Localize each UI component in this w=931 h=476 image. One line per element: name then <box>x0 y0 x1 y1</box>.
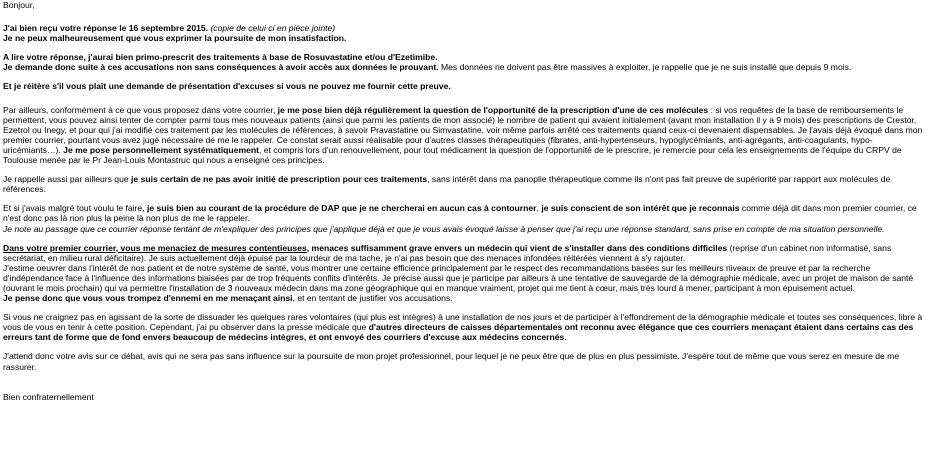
bold-text: , menaces suffisamment grave envers un médecin qui vient de s'installer dans des conditions difficiles <box>306 242 728 253</box>
text: , sans intérêt dans ma panoplie thérapeutique comme ils n'ont pas fait preuve de supériorité par rapport aux molécules de références. <box>3 174 891 195</box>
text: . <box>564 332 567 343</box>
paragraph-primo-prescription <box>3 52 928 62</box>
bold-text: Et je réitère s'il vous plaît une demande de présentation d'excuses si vous ne pouvez me fournir cette preuve. <box>3 81 451 92</box>
text: Par ailleurs, conformément à ce que vous proposez dans votre courrier, <box>3 104 278 115</box>
paragraph-efficiency <box>3 263 928 293</box>
paragraph-dap-procedure <box>3 203 928 223</box>
text: Je rappelle aussi par ailleurs que <box>3 174 132 185</box>
bold-text: je me pose bien déjà régulièrement la question de l'opportunité de la prescription d'une de ces molécules <box>277 104 709 115</box>
closing: Bien confraternellement <box>3 391 94 402</box>
paragraph-insatisfaction <box>3 33 928 43</box>
bold-text: Je ne peux malheureusement que vous exprimer la poursuite de mon insatisfaction. <box>3 33 347 44</box>
bold-text: je suis certain de ne pas avoir initié de prescription pour ces traitements <box>131 174 428 185</box>
bold-text: je suis conscient de son intérêt que je reconnais <box>541 203 740 214</box>
paragraph-awaiting-opinion: J'attend donc votre avis sur ce débat, avis qui ne sera pas sans influence sur la poursuite de mon projet professionnel, pour lequel je ne peux être que de plus en plus pessimiste. J'espère tout de même que vous serez en mesure de me rassurer. <box>3 351 900 372</box>
bold-text: Je demande donc suite à ces accusations non sans conséquences à avoir accès aux données le prouvant. <box>3 62 439 73</box>
paragraph-demography <box>3 312 928 342</box>
paragraph-wrong-enemy <box>3 293 928 303</box>
paragraph-standard-reply-note <box>3 224 928 234</box>
bold-text: Je pense donc que vous vous trompez d'ennemi en me menaçant ainsi <box>3 293 293 304</box>
bold-text: je suis bien au courant de la procédure de DAP que je ne chercherai en aucun cas à contourner <box>146 203 537 214</box>
bold-text: d'autres directeurs de caisses départementales ont reconnu avec élégance que ces courriers menaçant étaient dans certains cas des erreurs tant de forme que de fond envers beaucoup de médecins intègres, et ont envoyé des courriers d'excuse aux médecins concernés <box>3 322 914 343</box>
text: , <box>536 203 542 214</box>
text: , et en tentant de justifier vos accusations. <box>292 293 453 304</box>
bold-text: Je me pose personnellement systématiquement <box>63 144 259 155</box>
italic-note: (copie de celui ci en pièce jointe) <box>208 23 336 34</box>
paragraph-data-access <box>3 62 928 72</box>
text: Si vous ne craignez pas en agissant de la sorte de dissuader les quelques rares volontaires (qui plus est intègres) à une installation de nos jours et de participer à l'effondrement de la démographie médicale et toutes ses conséquences, libre à vous de vous en tenir à cette position. Cependant, j'ai pu observer dans la presse médicale que <box>3 312 923 333</box>
paragraph-prescription-opportunity <box>3 105 928 166</box>
text: Et si j'avais malgré tout voulu le faire, <box>3 203 147 214</box>
text: : si vos requêtes de la base de remboursements le permettent, vous pouvez ainsi tenter de compter parmi tous mes nouveaux patients (ainsi que parmi les patients de mon associé) le nombre de patient qui avaient initialement (avant mon installation il y a 9 mois) des prescriptions de Crestor, Ezetrol ou Inegy, et pour qui j'ai modifié ces traitement par les molécules de références, à savoir Pravastatine ou Simvastatine, voir même parfois arrêté ces traitements quand ceux-ci devenaient dispensables. Je l'avais déjà évoqué dans mon premier courrier, pourtant vous avez jugé nécessaire de me le rappeler. Ce constat serait aussi réalisable pour d'autres classes thérapeutiques (fibrates, anti-hypertenseurs, hypoglycémiants, anti-agrégants, anti-coagulants, hypo-uricémiants…). <box>3 104 923 155</box>
text: (reprise d'un cabinet non informatisé, sans secrétariat, en milieu rural déficitaire). Je suis actuellement déjà épuisé par la lourdeur de ma tache, je n'ai pas besoin que des menaces infondées réitérées viennent à s'y rajouter. <box>3 242 892 263</box>
bold-text <box>3 243 307 253</box>
text: comme déjà dit dans mon premier courrier, ce n'est donc pas là non plus la peine là non plus de me le rappeler. <box>3 203 917 224</box>
paragraph-response-received <box>3 23 928 33</box>
italic-note: Je note au passage que ce courrier réponse tentant de m'expliquer des principes que j'applique déjà et que je vous avais évoqué laisse à penser que j'ai reçu une réponse standard, sans prise en compte de ma situation personnelle. <box>3 223 885 234</box>
bold-text: J'ai bien reçu votre réponse le 16 septembre 2015. <box>3 23 209 34</box>
text: J'estime oeuvrer dans l'intérêt de nos patient et de notre système de santé, vous montrer une certaine efficience principalement par le respect des recommandations basées sur les meilleurs niveaux de preuve et par la recherche d'indépendance face à l'influence des informations biaisées par de trop fréquents conflits d'intérêts. Je précise aussi que je participe par ailleurs à une tentative de sauvegarde de la démographie médicale, avec un projet de maison de santé (ouvrant le mois prochain) qui va permettre l'installation de 3 nouveaux médecin dans ma zone géographique qui en manque vraiment, projet qui me tient à cœur, mais très lourd à mener, participant à mon épuisement actuel. <box>3 262 914 293</box>
paragraph-excuses-request <box>3 81 928 91</box>
bold-text: A lire votre réponse, j'aurai bien primo-prescrit des traitements à base de Rosuvastatine et/ou d'Ezetimibe. <box>3 52 438 63</box>
underlined-text: Dans votre premier courrier, vous me menaciez de mesures contentieuses <box>3 242 307 253</box>
text: Mes données ne doivent pas être massives à exploiter, je rappelle que je ne suis installé que depuis 9 mois. <box>438 62 852 73</box>
greeting: Bonjour, <box>3 0 35 10</box>
text: , et compris lors d'un renouvellement, pour tout médicament la question de l'opportunité de le prescrire, je remercie pour cela les enseignements de l'équipe du CRPV de Toulouse menée par le Pr Jean-Louis Montastruc qui nous a enseigné ces principes. <box>3 144 902 166</box>
paragraph-no-initiation <box>3 174 928 194</box>
paragraph-threats <box>3 243 928 263</box>
